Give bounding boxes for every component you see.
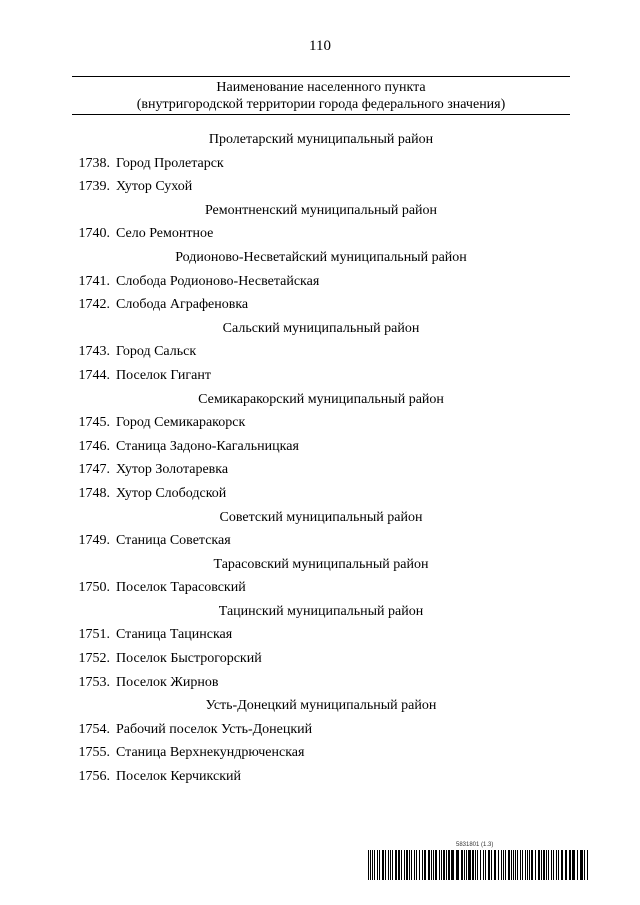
item-number: 1754. <box>78 721 110 737</box>
item-number: 1750. <box>78 580 110 596</box>
item-number: 1756. <box>78 769 110 785</box>
item-name: Рабочий поселок Усть-Донецкий <box>116 721 313 737</box>
item-name: Хутор Сухой <box>116 179 193 195</box>
item-name: Хутор Слободской <box>116 485 227 501</box>
list-item <box>72 623 570 647</box>
district-heading: Ремонтненский муниципальный район <box>204 202 438 218</box>
item-number: 1752. <box>78 651 110 667</box>
district-heading: Родионово-Несветайский муниципальный район <box>175 249 467 265</box>
item-name: Хутор Золотаревка <box>116 462 229 478</box>
list-item <box>72 340 570 364</box>
item-name: Город Сальск <box>116 344 197 360</box>
settlement-list <box>72 128 570 789</box>
item-name: Город Пролетарск <box>116 155 224 171</box>
item-number: 1738. <box>78 155 110 171</box>
item-number: 1748. <box>78 485 110 501</box>
list-item <box>72 576 570 600</box>
item-name: Слобода Родионово-Несветайская <box>116 273 320 289</box>
item-number: 1741. <box>78 273 110 289</box>
list-item <box>72 175 570 199</box>
barcode <box>368 850 588 880</box>
list-item <box>72 293 570 317</box>
list-item <box>72 435 570 459</box>
page-number: 110 <box>309 38 331 54</box>
list-item <box>72 270 570 294</box>
item-number: 1743. <box>78 344 110 360</box>
item-number: 1747. <box>78 462 110 478</box>
item-number: 1751. <box>78 627 110 643</box>
item-name: Станица Верхнекундрюченская <box>116 745 305 761</box>
item-name: Поселок Тарасовский <box>116 580 246 596</box>
list-item <box>72 718 570 742</box>
district-heading: Советский муниципальный район <box>219 509 423 525</box>
document-code: 5831801 (1.3) <box>456 842 494 848</box>
header-line-2: (внутригородской территории города федерального значения) <box>136 97 506 112</box>
item-number: 1753. <box>78 674 110 690</box>
list-item <box>72 411 570 435</box>
district-heading: Тарасовский муниципальный район <box>213 556 429 572</box>
item-number: 1749. <box>78 533 110 549</box>
district-heading: Пролетарский муниципальный район <box>208 132 434 147</box>
item-number: 1739. <box>78 179 110 195</box>
list-item <box>72 364 570 388</box>
list-item <box>72 529 570 553</box>
list-item <box>72 482 570 506</box>
item-name: Поселок Жирнов <box>116 674 219 690</box>
item-name: Слобода Аграфеновка <box>116 297 249 313</box>
item-number: 1742. <box>78 297 110 313</box>
list-item <box>72 741 570 765</box>
item-name: Город Семикаракорск <box>116 415 246 431</box>
item-name: Станица Тацинская <box>116 627 233 643</box>
list-item <box>72 671 570 695</box>
list-item <box>72 222 570 246</box>
list-item <box>72 458 570 482</box>
item-number: 1746. <box>78 438 110 454</box>
item-name: Поселок Быстрогорский <box>116 651 262 667</box>
item-name: Поселок Гигант <box>116 367 211 383</box>
district-heading: Тацинский муниципальный район <box>218 603 424 619</box>
district-heading: Сальский муниципальный район <box>222 320 420 336</box>
district-heading: Усть-Донецкий муниципальный район <box>205 698 437 714</box>
item-number: 1755. <box>78 745 110 761</box>
item-name: Село Ремонтное <box>116 226 214 242</box>
header-line-1: Наименование населенного пункта <box>216 80 426 95</box>
item-name: Поселок Керчикский <box>116 769 242 785</box>
district-heading: Семикаракорский муниципальный район <box>198 391 444 407</box>
list-item <box>72 647 570 671</box>
item-name: Станица Задоно-Кагальницкая <box>116 438 299 454</box>
item-number: 1745. <box>78 415 110 431</box>
item-name: Станица Советская <box>116 533 231 549</box>
list-item <box>72 765 570 789</box>
column-header <box>72 76 570 115</box>
item-number: 1740. <box>78 226 110 242</box>
list-item <box>72 152 570 176</box>
item-number: 1744. <box>78 367 110 383</box>
